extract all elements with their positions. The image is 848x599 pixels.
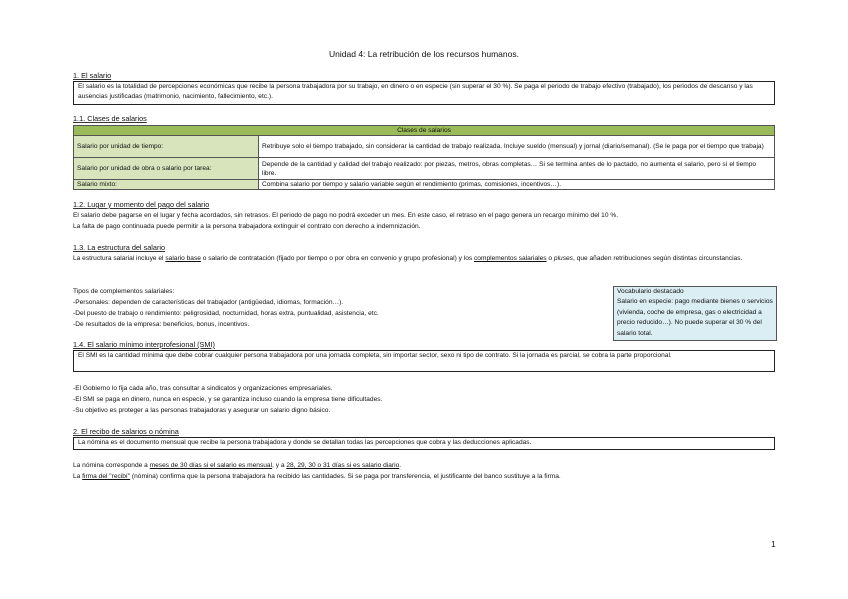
text-run: La [73,473,83,480]
daily-days-term: 28, 29, 30 o 31 días si es salario diario [286,462,400,469]
text-run: o [546,255,554,262]
complemento-item: -Del puesto de trabajo o rendimiento: peligrosidad, nocturnidad, horas extra, puntualidad, asistencia, etc. [73,310,379,317]
nomina-line-2 [73,472,779,482]
nomina-line-1 [73,461,779,471]
document-title: Unidad 4: La retribución de los recursos humanos. [329,49,519,59]
salario-definition-box: El salario es la totalidad de percepciones económicas que recibe la persona trabajadora por su trabajo, en dinero o en especie (sin superar el 30 %). Se paga el periodo de trabajo efectivo (trabajado), los periodos de descanso y las ausencias justificadas (matrimonio, nacimiento, fallecimiento, etc.). [73,81,775,105]
section-heading-smi: 1.4. El salario mínimo interprofesional (SMI) [73,340,215,349]
vocabulary-text: Salario en especie: pago mediante bienes o servicios (vivienda, coche de empresa, gas o electricidad a precio reducido…). No puede superar el 30 % del salario total. [617,298,773,337]
table-row-text: Depende de la cantidad y calidad del trabajo realizado: por piezas, metros, obras completas… Si se termina antes de lo pactado, no aumenta el salario, pero sí el tiempo libre. [259,158,775,180]
section-heading-lugar-pago: 1.2. Lugar y momento del pago del salario [73,200,210,209]
text-run: , que añaden retribuciones según distintas circunstancias. [572,255,743,262]
table-row-label: Salario por unidad de tiempo: [74,136,259,158]
smi-definition-box: El SMI es la cantidad mínima que debe cobrar cualquier persona trabajadora por una jornada completa, sin importar sector, sexo ni tipo de contrato. Si la jornada es parcial, se cobra la parte proporcional. [73,350,775,372]
complemento-item: -Personales: dependen de características del trabajador (antigüedad, idiomas, formación…). [73,299,344,306]
section-heading-nomina: 2. El recibo de salarios o nómina [73,427,179,436]
text-run: La nómina corresponde a [73,462,150,469]
salario-base-term: salario base [165,255,201,262]
complementos-title: Tipos de complementos salariales: [73,288,175,295]
table-row-label: Salario por unidad de obra o salario por tarea: [74,158,259,180]
text-run: . [399,462,402,469]
section-heading-clases: 1.1. Clases de salarios [73,114,147,123]
nomina-definition-box: La nómina es el documento mensual que recibe la persona trabajadora y donde se detallan todas las percepciones que cobra y las deducciones aplicadas. [73,437,775,450]
text-run: La estructura salarial incluye el [73,255,166,262]
vocabulary-callout [613,286,777,341]
smi-bullet: -El Gobierno lo fija cada año, tras consultar a sindicatos y organizaciones empresariales. [73,385,333,392]
complementos-term: complementos salariales [474,255,547,262]
pago-line-1: El salario debe pagarse en el lugar y fecha acordados, sin retrasos. El periodo de pago no podrá exceder un mes. En este caso, el retraso en el pago genera un recargo mínimo del 10 %. [73,212,619,219]
page-number: 1 [771,539,776,549]
firma-recibi-term: firma del "recibí" [82,473,131,480]
section-heading-estructura: 1.3. La estructura del salario [73,243,166,252]
pago-line-2: La falta de pago continuada puede permitir a la persona trabajadora extinguir el contrato con derecho a indemnización. [73,223,421,230]
text-run: o salario de contratación (fijado por tiempo o por obra en convenio y grupo profesional) y los [200,255,474,262]
complemento-item: -De resultados de la empresa: beneficios, bonus, incentivos. [73,321,250,328]
text-run: (nómina) confirma que la persona trabajadora ha recibido las cantidades. Si se paga por transferencia, el justificante del banco sustituye a la firma. [130,473,561,480]
text-run: , y a [272,462,287,469]
table-row [74,180,775,190]
table-row [74,158,775,180]
table-row [74,136,775,158]
salary-classes-table [73,125,775,190]
section-heading-salario: 1. El salario [73,71,112,80]
estructura-paragraph [73,254,779,264]
table-header: Clases de salarios [74,126,775,136]
table-row-label: Salario mixto: [74,180,259,190]
table-row-text: Combina salario por tiempo y salario variable según el rendimiento (primas, comisiones, incentivos…). [259,180,775,190]
smi-bullet: -El SMI se paga en dinero, nunca en especie, y se garantiza incluso cuando la empresa tiene dificultades. [73,396,383,403]
smi-bullet: -Su objetivo es proteger a las personas trabajadoras y asegurar un salario digno básico. [73,407,331,414]
vocabulary-title: Vocabulario destacado [617,288,684,295]
table-row-text: Retribuye solo el tiempo trabajado, sin considerar la cantidad de trabajo realizada. Incluye sueldo (mensual) y jornal (diario/semanal). (Se le paga por el tiempo que trabaja) [259,136,775,158]
monthly-days-term: meses de 30 días si el salario es mensual [149,462,273,469]
pluses-term: pluses [553,255,573,262]
